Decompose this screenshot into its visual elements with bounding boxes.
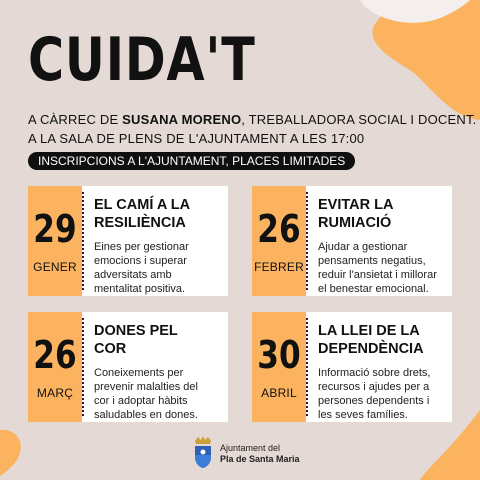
- session-card-february: [252, 186, 452, 296]
- session-day: 30: [257, 333, 301, 377]
- municipality-line1: Ajuntament del: [220, 443, 281, 453]
- speaker-prefix: A CÀRREC DE: [28, 112, 123, 127]
- session-month: GENER: [33, 260, 77, 274]
- dotted-divider: [306, 318, 308, 416]
- session-description: Ajudar a gestionar pensaments negatius, reduir l'ansietat i millorar el benestar emocional.: [318, 241, 437, 295]
- page-title: CUIDA'T: [28, 25, 256, 95]
- dotted-divider: [306, 192, 308, 290]
- session-title: EVITAR LA RUMIACIÓ: [318, 197, 394, 231]
- session-month: FEBRER: [254, 260, 304, 274]
- session-title: EL CAMÍ A LA RESILIÈNCIA: [94, 197, 191, 231]
- municipality-name: [220, 443, 300, 465]
- session-day: 26: [257, 207, 301, 251]
- dotted-divider: [82, 192, 84, 290]
- session-card-january: [28, 186, 228, 296]
- speaker-role: , TREBALLADORA SOCIAL I DOCENT.: [241, 112, 477, 127]
- municipality-line2: Pla de Santa Maria: [220, 454, 300, 464]
- session-date: [28, 186, 82, 296]
- session-card-april: [252, 312, 452, 422]
- session-title: DONES PEL COR: [94, 323, 178, 357]
- session-date: [28, 312, 82, 422]
- speaker-name: SUSANA MORENO: [122, 112, 242, 127]
- session-card-march: [28, 312, 228, 422]
- session-description: Coneixements per prevenir malalties del cor i adoptar hàbits saludables en dones.: [94, 367, 198, 421]
- session-title: LA LLEI DE LA DEPENDÈNCIA: [318, 323, 424, 357]
- town-crest-icon: [192, 435, 214, 469]
- session-day: 29: [33, 207, 77, 251]
- venue-line: A LA SALA DE PLENS DE L'AJUNTAMENT A LES 17:00: [28, 131, 365, 146]
- session-date: [252, 312, 306, 422]
- session-date: [252, 186, 306, 296]
- speaker-line: [28, 112, 477, 127]
- session-day: 26: [33, 333, 77, 377]
- bottom-left-orange-blob: [0, 420, 40, 480]
- session-description: Informació sobre drets, recursos i ajudes per a persones dependents i les seves famílies.: [318, 367, 431, 421]
- session-month: ABRIL: [261, 386, 297, 400]
- session-month: MARÇ: [36, 386, 74, 400]
- top-right-white-blob: [330, 0, 480, 40]
- session-description: Eines per gestionar emocions i superar adversitats amb mentalitat positiva.: [94, 241, 189, 295]
- registration-notice: INSCRIPCIONS A L'AJUNTAMENT, PLACES LIMITADES: [28, 152, 355, 170]
- dotted-divider: [82, 318, 84, 416]
